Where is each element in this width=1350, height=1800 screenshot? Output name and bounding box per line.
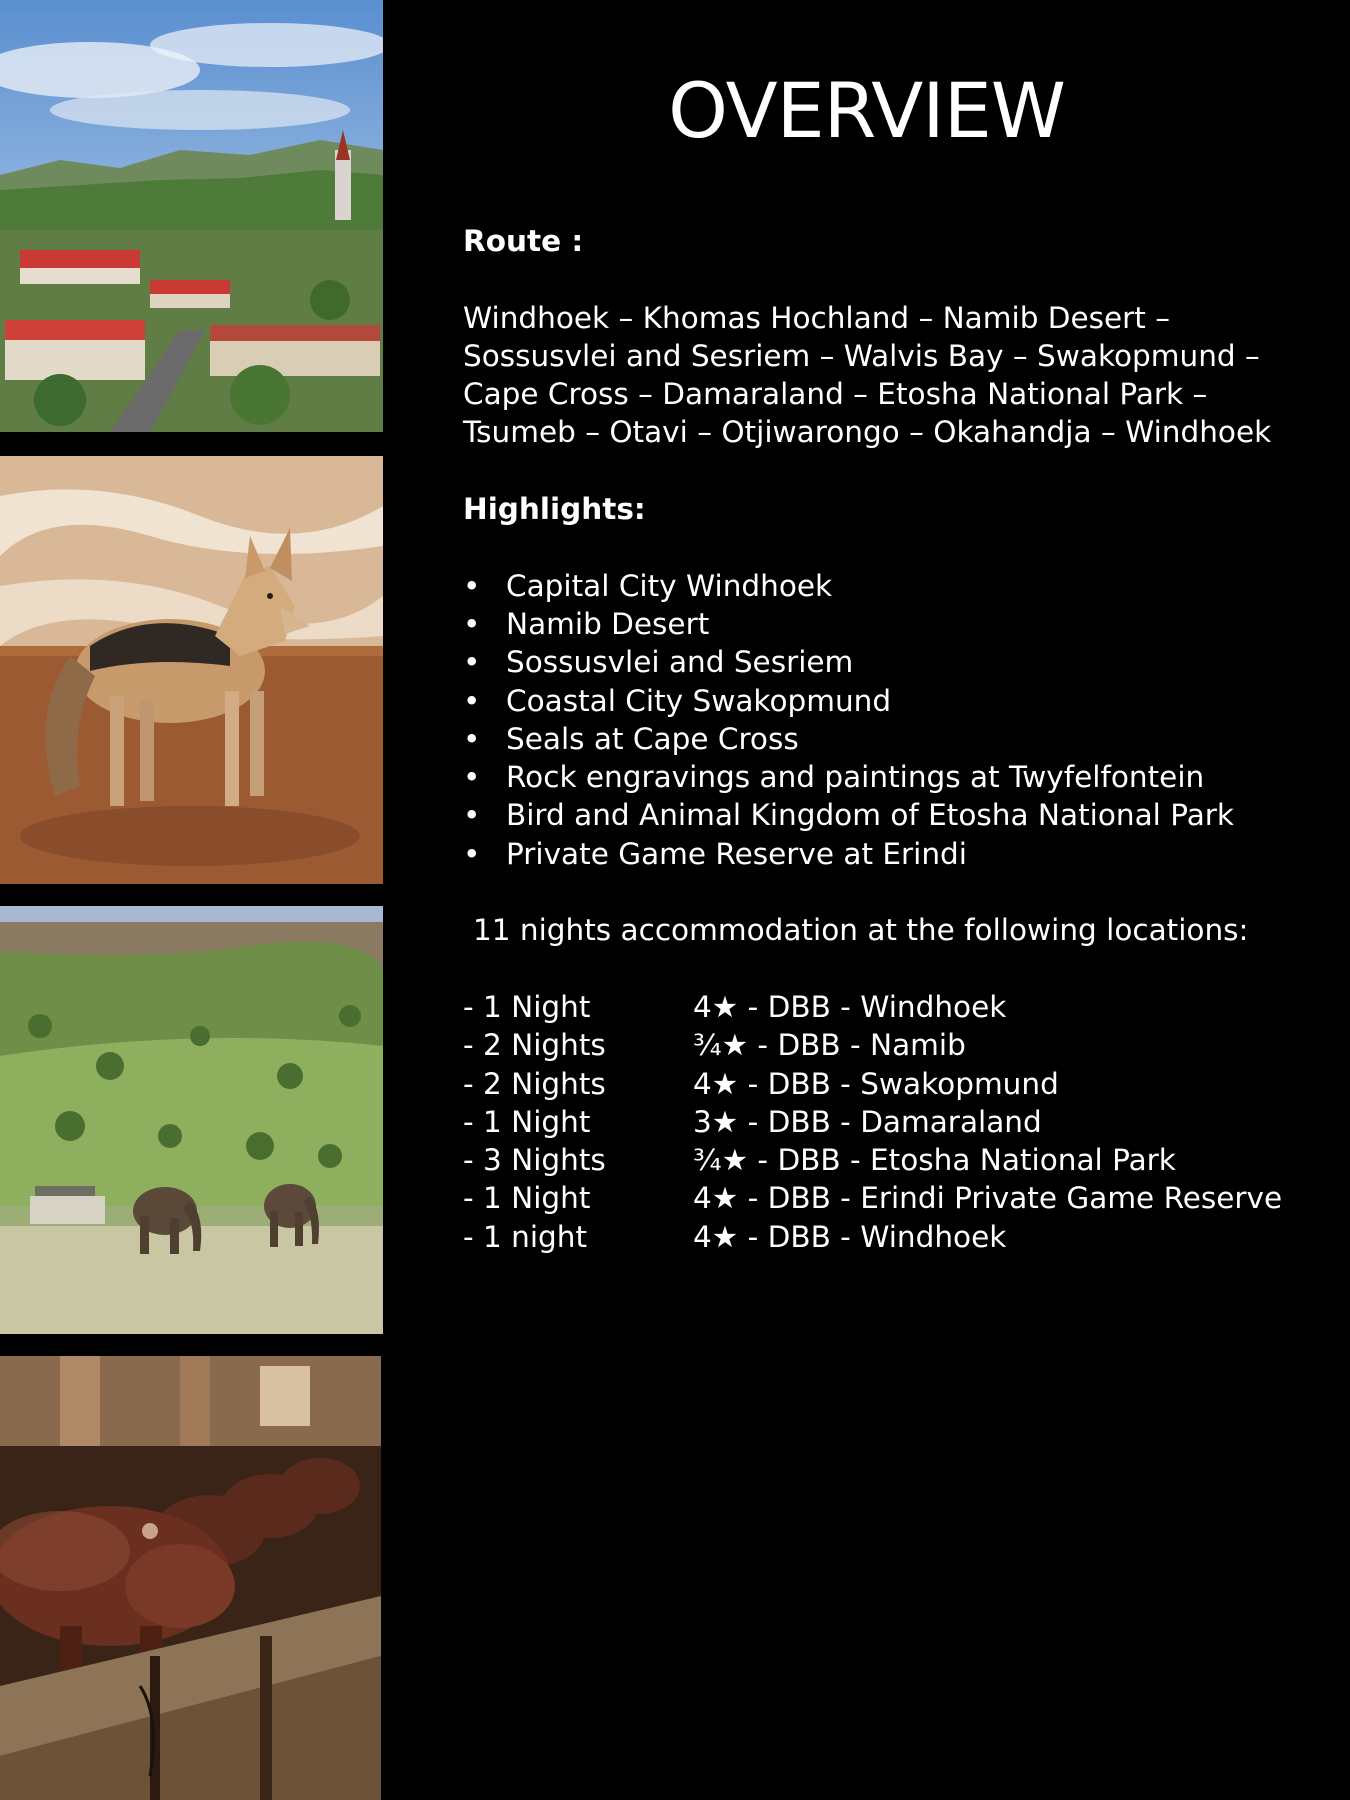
detail-cell: ¾★ - DBB - Namib	[693, 1028, 966, 1063]
highlight-text: Rock engravings and paintings at Twyfelfontein	[506, 760, 1205, 795]
list-item	[463, 720, 1323, 758]
highlight-text: Sossusvlei and Sesriem	[506, 645, 854, 680]
nights-cell: - 3 Nights	[463, 1143, 606, 1178]
list-item	[463, 567, 1323, 605]
bullet-icon: •	[463, 721, 481, 756]
route-line: Sossusvlei and Sesriem – Walvis Bay – Swakopmund –	[463, 338, 1260, 373]
bullet-icon: •	[463, 606, 481, 641]
photo-wood-carvings	[0, 1356, 381, 1800]
list-item	[463, 758, 1323, 796]
route-line: Windhoek – Khomas Hochland – Namib Desert –	[463, 300, 1171, 335]
bullet-icon: •	[463, 683, 481, 718]
nights-cell: - 1 Night	[463, 989, 591, 1024]
overview-content	[463, 222, 1323, 1256]
photo-windhoek-town	[0, 0, 383, 432]
detail-cell: 4★ - DBB - Swakopmund	[693, 1066, 1059, 1101]
route-label: Route :	[463, 224, 584, 258]
nights-cell: - 1 night	[463, 1219, 588, 1254]
bullet-icon: •	[463, 645, 481, 680]
nights-cell: - 1 Night	[463, 1104, 591, 1139]
list-item	[463, 605, 1323, 643]
bullet-icon: •	[463, 836, 481, 871]
bullet-icon: •	[463, 760, 481, 795]
highlight-text: Private Game Reserve at Erindi	[506, 836, 967, 871]
list-item	[463, 835, 1323, 873]
page-title: OVERVIEW	[668, 66, 1065, 155]
highlights-list	[463, 567, 1323, 873]
highlight-text: Namib Desert	[506, 606, 710, 641]
highlight-text: Capital City Windhoek	[506, 568, 833, 603]
table-row	[463, 988, 1323, 1026]
list-item	[463, 643, 1323, 681]
highlight-text: Bird and Animal Kingdom of Etosha National Park	[506, 798, 1234, 833]
nights-cell: - 2 Nights	[463, 1028, 606, 1063]
bullet-icon: •	[463, 568, 481, 603]
highlight-text: Coastal City Swakopmund	[506, 683, 892, 718]
photo-jackal	[0, 456, 383, 884]
detail-cell: 4★ - DBB - Windhoek	[693, 989, 1007, 1024]
nights-cell: - 1 Night	[463, 1181, 591, 1216]
highlight-text: Seals at Cape Cross	[506, 721, 799, 756]
list-item	[463, 796, 1323, 834]
table-row	[463, 1065, 1323, 1103]
route-line: Tsumeb – Otavi – Otjiwarongo – Okahandja – Windhoek	[463, 415, 1272, 450]
highlights-label: Highlights:	[463, 492, 646, 527]
photo-elephants	[0, 906, 383, 1334]
detail-cell: 4★ - DBB - Windhoek	[693, 1219, 1007, 1254]
route-description	[463, 299, 1323, 452]
nights-cell: - 2 Nights	[463, 1066, 606, 1101]
table-row	[463, 1218, 1323, 1256]
accommodation-intro: 11 nights accommodation at the following locations:	[473, 913, 1249, 948]
table-row	[463, 1103, 1323, 1141]
list-item	[463, 682, 1323, 720]
table-row	[463, 1141, 1323, 1179]
detail-cell: 4★ - DBB - Erindi Private Game Reserve	[693, 1181, 1283, 1216]
route-line: Cape Cross – Damaraland – Etosha National Park –	[463, 377, 1208, 412]
bullet-icon: •	[463, 798, 481, 833]
detail-cell: ¾★ - DBB - Etosha National Park	[693, 1143, 1176, 1178]
table-row	[463, 1026, 1323, 1064]
accommodation-list	[463, 988, 1323, 1256]
table-row	[463, 1179, 1323, 1217]
detail-cell: 3★ - DBB - Damaraland	[693, 1104, 1042, 1139]
